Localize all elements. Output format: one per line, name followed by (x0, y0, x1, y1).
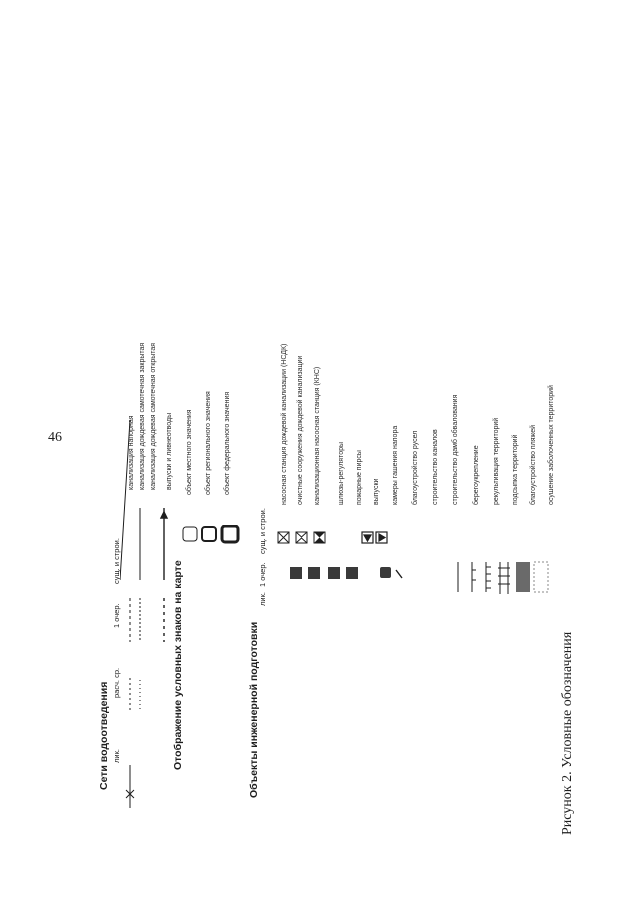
column-header: 1 очер. (258, 562, 267, 587)
outlet-planned-icon (380, 567, 391, 578)
dike-construction-line (486, 562, 491, 592)
legend-label: насосная станция дождевой канализации (НСДК) (281, 343, 288, 505)
channel-construction-line (472, 562, 476, 592)
open-storm-sewer-line-symbol (161, 508, 167, 642)
page-number: 46 (48, 430, 62, 445)
section-title-water-disposal: Сети водоотведения (98, 681, 110, 790)
column-header: лик. (258, 592, 267, 606)
knc-planned-icon (328, 567, 340, 579)
section-title-engineering: Объекты инженерной подготовки (248, 621, 260, 798)
legend-label: выпуски и ливнеотводы (166, 412, 173, 490)
legend-label: канализация напорная (128, 415, 135, 490)
figure-caption: Рисунок 2. Условные обозначения (560, 631, 575, 835)
legend-label: канализация дождевая самотечная закрытая (139, 342, 146, 490)
legend-label: строительство каналов (432, 429, 439, 505)
legend-label: подсыпка территорий (512, 434, 519, 505)
legend-label: благоустройство русел (412, 430, 419, 505)
legend-label: очистные сооружения дождевой канализации (297, 355, 304, 505)
legend-label: шлюзы-регуляторы (338, 441, 345, 505)
legend-label: объект местного значения (186, 409, 193, 495)
legend-label: камеры гашения напора (392, 425, 399, 505)
regulator-planned-icon (346, 567, 358, 579)
storm-pump-station-icon (278, 532, 289, 543)
section-title-map-signs: Отображение условных знаков на карте (172, 560, 184, 770)
local-object-frame-icon (183, 527, 197, 541)
legend-label: рекультивация территорий (493, 417, 500, 505)
legend-label: берегоукрепление (473, 445, 480, 505)
wetland-drainage-hatch (534, 562, 548, 592)
land-reclamation-hatch (498, 562, 510, 594)
legend-label: канализация дождевая самотечная открытая (150, 342, 157, 490)
column-header: лик. (112, 749, 121, 763)
legend-label: строительство дамб обвалования (452, 394, 459, 505)
legend-label: объект федерального значения (224, 391, 231, 495)
sewage-pump-station-icon (314, 532, 325, 543)
legend-label: осушение заболоченных территорий (548, 385, 555, 505)
column-header: сущ. и строи. (258, 508, 267, 554)
federal-object-frame-icon (222, 526, 238, 542)
column-header: сущ. и строи. (112, 538, 121, 584)
pressure-chamber-icon (396, 570, 402, 578)
regional-object-frame-icon (202, 527, 216, 541)
fire-pier-icon (362, 532, 373, 543)
storm-pump-station-planned-icon (290, 567, 302, 579)
outlet-icon (376, 532, 387, 543)
legend-label: пожарные пирсы (356, 450, 363, 505)
legend-label: благоустройство пляжей (530, 424, 537, 505)
treatment-planned-icon (308, 567, 320, 579)
engineering-symbols (272, 522, 572, 612)
legend-label: выпуски (373, 478, 380, 505)
storm-treatment-facility-icon (296, 532, 307, 543)
legend-label: объект регионального значения (205, 391, 212, 495)
legend-label: канализационная насосная станция (КНС) (314, 366, 321, 505)
map-sign-frames (180, 525, 240, 575)
beach-improvement-fill (516, 562, 530, 592)
column-header: расч. ср. (112, 667, 121, 698)
column-header: 1 очер. (112, 603, 121, 628)
